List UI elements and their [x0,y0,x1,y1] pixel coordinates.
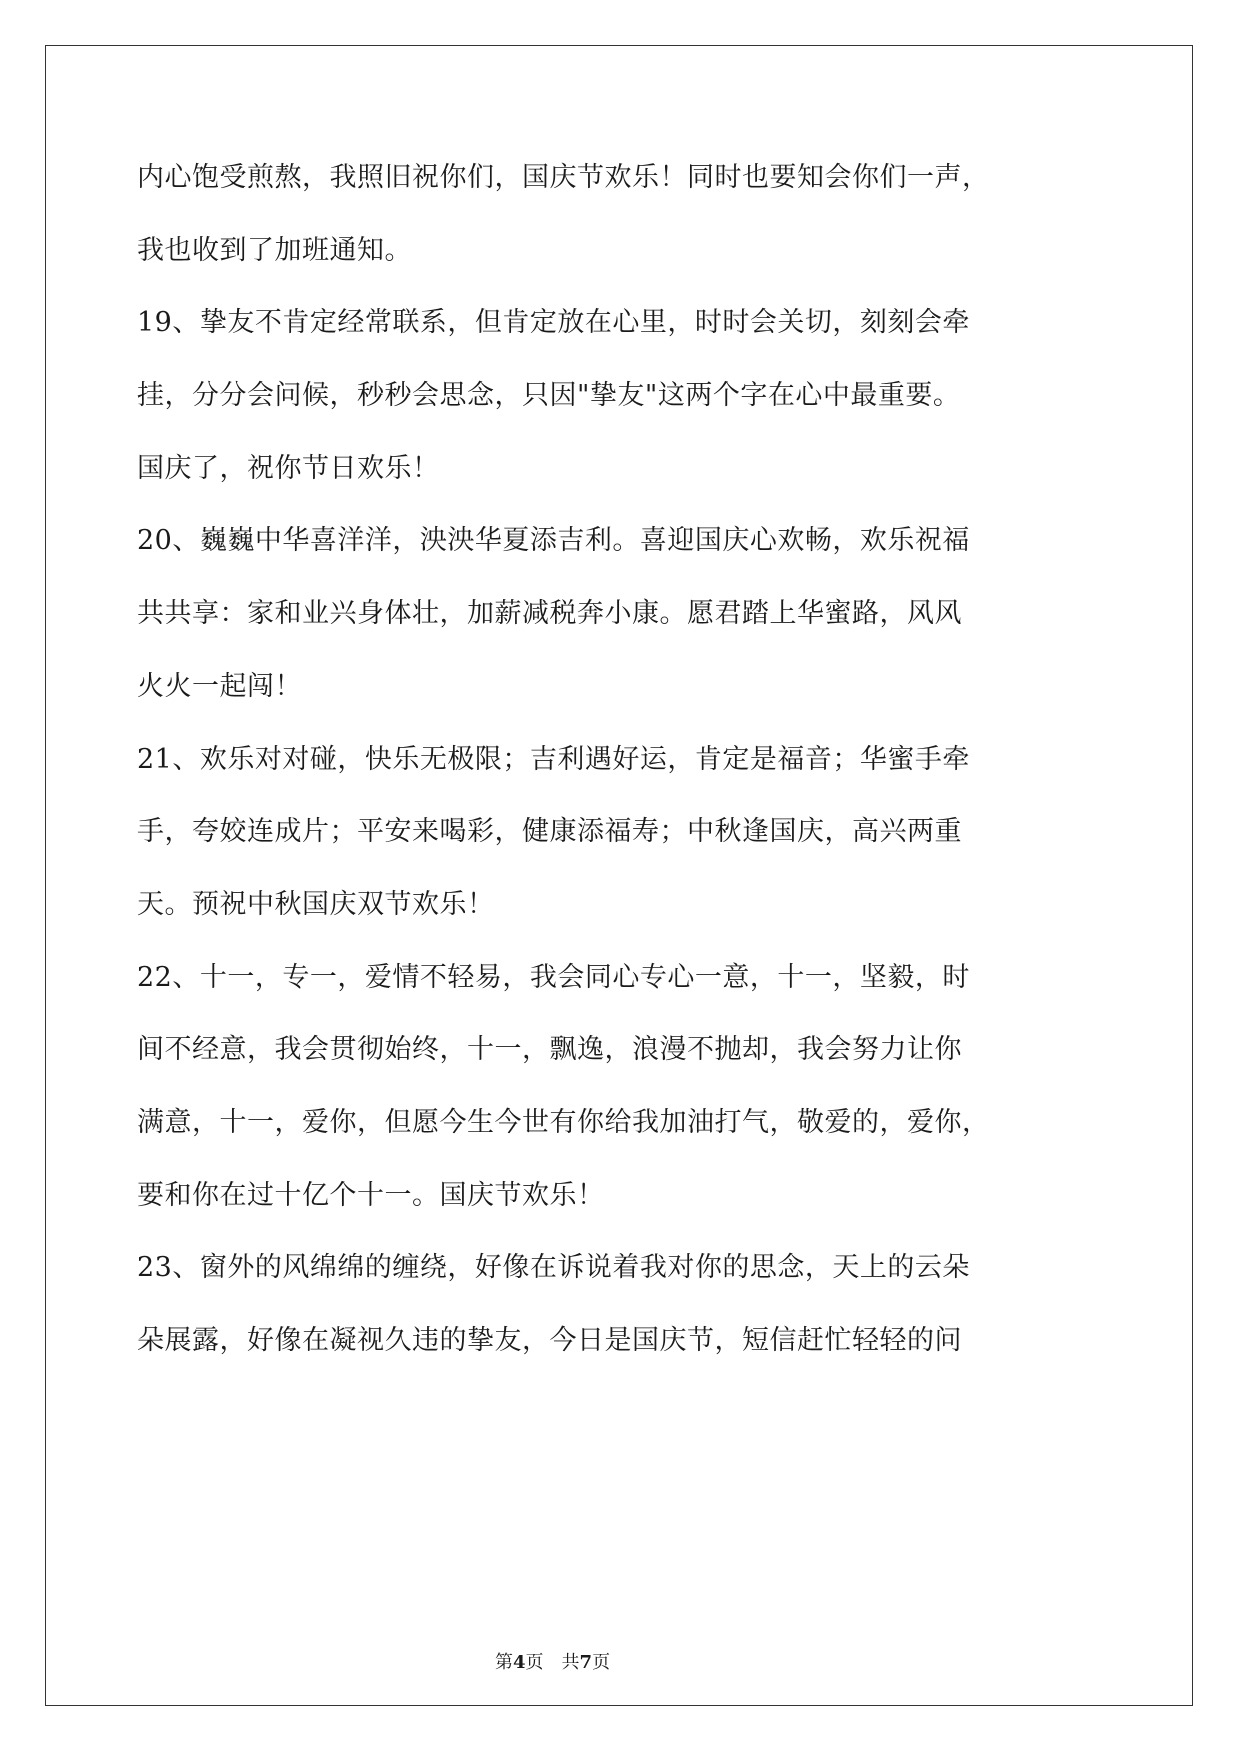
text-line: 间不经意，我会贯彻始终，十一，飘逸，浪漫不抛却，我会努力让你 [137,1034,962,1066]
total-pages: 7 [579,1652,593,1673]
text-line: 满意，十一，爱你，但愿今生今世有你给我加油打气，敬爱的，爱你， [137,1106,990,1138]
text-line: 火火一起闯！ [137,670,302,702]
document-body [137,142,1037,1378]
paragraph [137,142,1037,287]
paragraph [137,1232,1037,1377]
page-number: 4 [513,1652,526,1673]
text-line: 23、窗外的风绵绵的缠绕，好像在诉说着我对你的思念，天上的云朵 [137,1252,970,1284]
paragraph [137,287,1037,505]
total-suffix: 页 [592,1652,611,1673]
text-line: 国庆了，祝你节日欢乐！ [137,452,440,484]
page-footer [495,1650,610,1676]
paragraph [137,942,1037,1233]
paragraph [137,505,1037,723]
text-line: 天。预祝中秋国庆双节欢乐！ [137,888,495,920]
text-line: 19、挚友不肯定经常联系，但肯定放在心里，时时会关切，刻刻会牵 [137,307,970,339]
text-line: 共共享：家和业兴身体壮，加薪减税奔小康。愿君踏上华蜜路，风风 [137,598,962,630]
text-line: 我也收到了加班通知。 [137,234,412,266]
page-suffix: 页 [525,1652,544,1673]
text-line: 挂，分分会问候，秒秒会思念，只因"挚友"这两个字在心中最重要。 [137,380,961,412]
text-line: 21、欢乐对对碰，快乐无极限；吉利遇好运，肯定是福音；华蜜手牵 [137,743,970,775]
text-line: 20、巍巍中华喜洋洋，泱泱华夏添吉利。喜迎国庆心欢畅，欢乐祝福 [137,525,970,557]
text-line: 手，夸姣连成片；平安来喝彩，健康添福寿；中秋逢国庆，高兴两重 [137,816,962,848]
text-line: 内心饱受煎熬，我照旧祝你们，国庆节欢乐！同时也要知会你们一声， [137,162,990,193]
page-prefix: 第 [495,1652,513,1673]
text-line: 要和你在过十亿个十一。国庆节欢乐！ [137,1179,605,1211]
total-prefix: 共 [561,1652,580,1673]
text-line: 朵展露，好像在凝视久违的挚友，今日是国庆节，短信赶忙轻轻的问 [137,1325,962,1356]
text-line: 22、十一，专一，爱情不轻易，我会同心专心一意，十一，坚毅，时 [137,961,970,993]
paragraph [137,724,1037,942]
